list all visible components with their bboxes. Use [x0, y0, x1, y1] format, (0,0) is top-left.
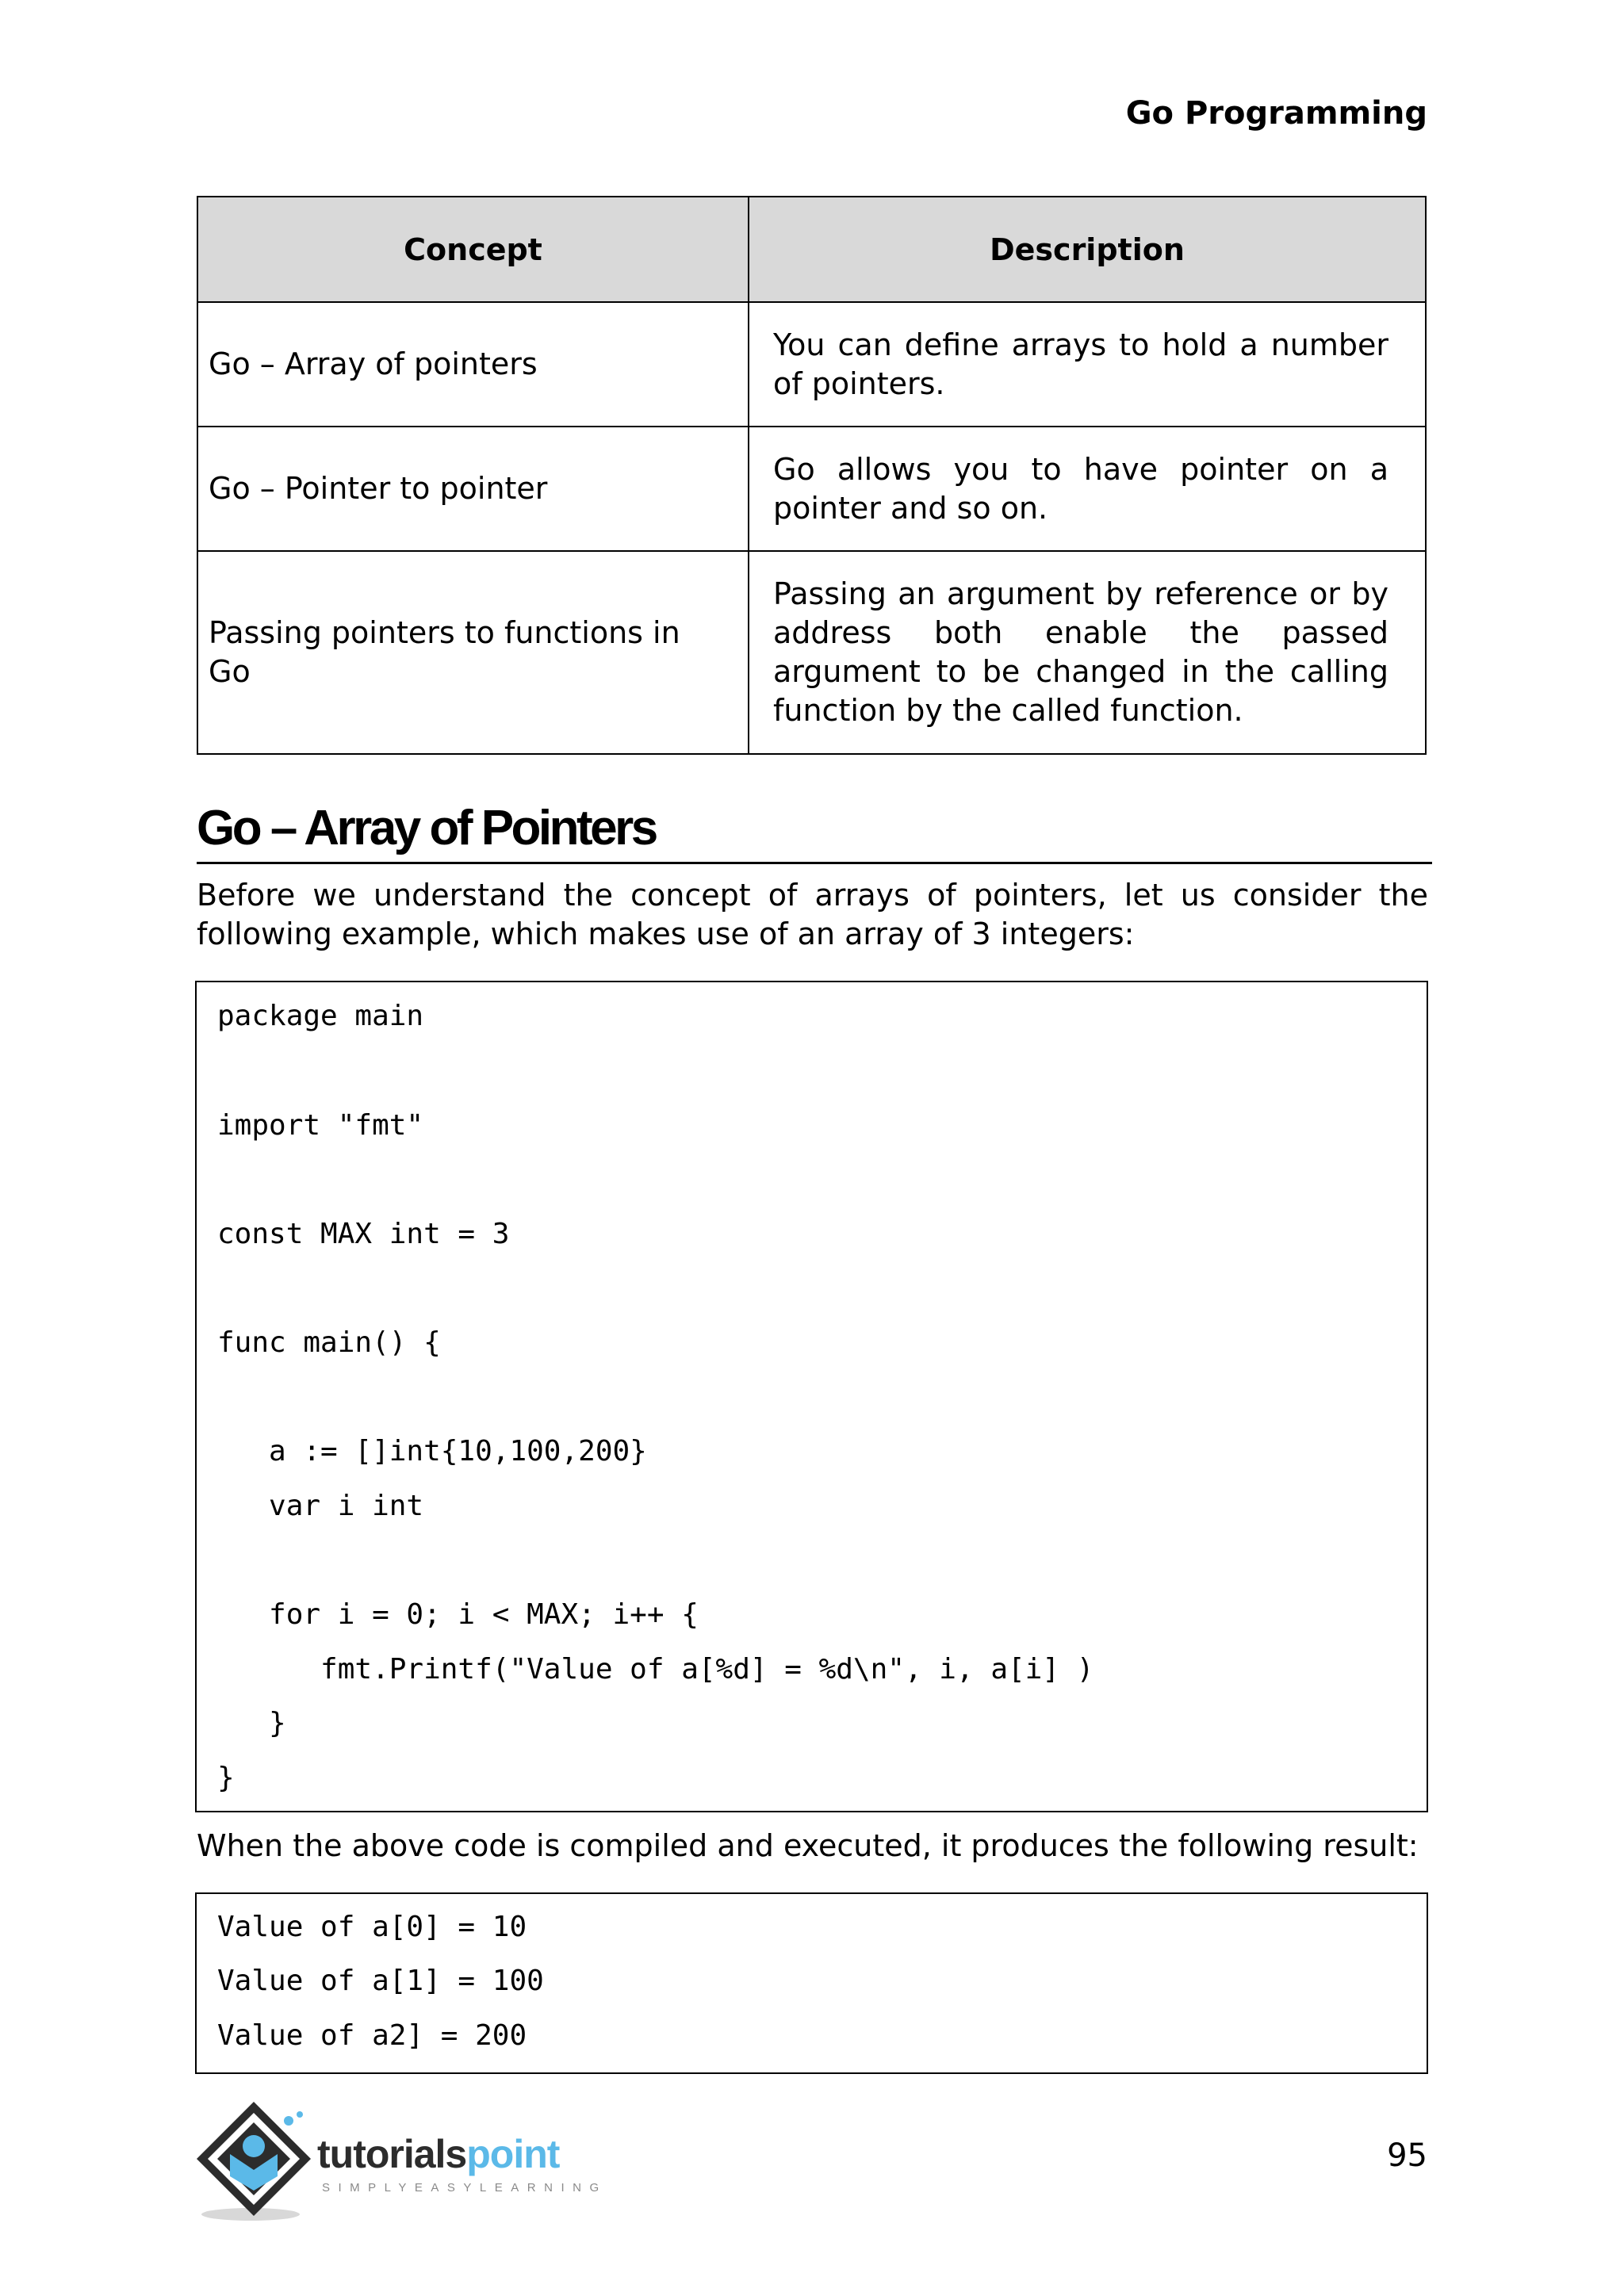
logo-diamond-icon [195, 2097, 322, 2224]
output-line: Value of a[0] = 10 [217, 1911, 527, 1943]
code-line: } [217, 1707, 286, 1739]
description-cell: Go allows you to have pointer on a pointer and so on. [749, 427, 1426, 551]
code-line: var i int [217, 1490, 424, 1522]
column-header-concept: Concept [197, 197, 749, 302]
section-heading: Go – Array of Pointers [197, 797, 1432, 864]
code-line: } [217, 1762, 235, 1794]
logo-wordmark [317, 2132, 559, 2176]
output-block [195, 1892, 1428, 2074]
table-row [197, 551, 1426, 754]
output-line: Value of a[1] = 100 [217, 1965, 544, 1997]
table-row [197, 427, 1426, 551]
code-line: package main [217, 1000, 424, 1032]
logo-word-light: point [466, 2132, 560, 2176]
result-intro: When the above code is compiled and executed, it produces the following result: [197, 1828, 1419, 1863]
column-header-description: Description [749, 197, 1426, 302]
intro-paragraph: Before we understand the concept of arrays of pointers, let us consider the following example, which makes use of an array of 3 integers: [197, 878, 1428, 951]
output-line: Value of a2] = 200 [217, 2019, 527, 2052]
code-line: fmt.Printf("Value of a[%d] = %d\n", i, a[i] ) [217, 1653, 1094, 1686]
concept-cell: Go – Pointer to pointer [197, 427, 749, 551]
page-number: 95 [1387, 2137, 1427, 2174]
concept-cell: Go – Array of pointers [197, 302, 749, 427]
logo-tagline: SIMPLYEASYLEARNING [322, 2181, 607, 2195]
table-row [197, 302, 1426, 427]
concept-table [197, 196, 1427, 755]
code-line: import "fmt" [217, 1109, 424, 1142]
code-line: func main() { [217, 1326, 441, 1359]
code-line: for i = 0; i < MAX; i++ { [217, 1598, 699, 1631]
code-block [195, 981, 1428, 1812]
description-cell: You can define arrays to hold a number of pointers. [749, 302, 1426, 427]
description-cell: Passing an argument by reference or by address both enable the passed argument to be changed in the calling function by the called function. [749, 551, 1426, 754]
running-header: Go Programming [1125, 95, 1427, 132]
table-header-row [197, 197, 1426, 302]
concept-cell: Passing pointers to functions in Go [197, 551, 749, 754]
tutorialspoint-logo [195, 2097, 639, 2224]
logo-word-dark: tutorials [317, 2132, 467, 2176]
code-line: a := []int{10,100,200} [217, 1435, 647, 1468]
code-line: const MAX int = 3 [217, 1218, 510, 1250]
